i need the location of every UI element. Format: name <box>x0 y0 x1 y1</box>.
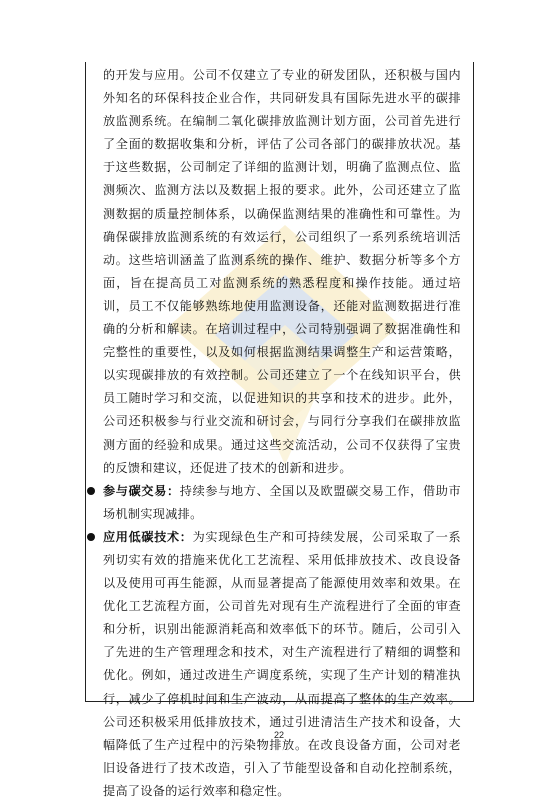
bullet-paragraph <box>103 480 461 526</box>
bullet-icon <box>87 533 95 541</box>
bullet-item-low-carbon-tech <box>103 526 461 803</box>
page-number: 22 <box>273 730 284 740</box>
bullet-icon <box>87 487 95 495</box>
bullet-title: 应用低碳技术： <box>103 529 193 544</box>
bullet-paragraph <box>103 526 461 803</box>
intro-paragraph: 的开发与应用。公司不仅建立了专业的研发团队，还积极与国内外知名的环保科技企业合作，共同研发具有国际先进水平的碳排放监测系统。在编制二氧化碳排放监测计划方面，公司首先进行了全面的数据收集和分析，评估了公司各部门的碳排放状况。基于这些数据，公司制定了详细的监测计划，明确了监测点位、监测频次、监测方法以及数据上报的要求。此外，公司还建立了监测数据的质量控制体系，以确保监测结果的准确性和可靠性。为确保碳排放监测系统的有效运行，公司组织了一系列系统培训活动。这些培训涵盖了监测系统的操作、维护、数据分析等多个方面，旨在提高员工对监测系统的熟悉程度和操作技能。通过培训，员工不仅能够熟练地使用监测设备，还能对监测数据进行准确的分析和解读。在培训过程中，公司特别强调了数据准确性和完整性的重要性，以及如何根据监测结果调整生产和运营策略，以实现碳排放的有效控制。公司还建立了一个在线知识平台，供员工随时学习和交流，以促进知识的共享和技术的进步。此外，公司还积极参与行业交流和研讨会，与同行分享我们在碳排放监测方面的经验和成果。通过这些交流活动，公司不仅获得了宝贵的反馈和建议，还促进了技术的创新和进步。 <box>103 68 461 475</box>
bullet-text: 持续参与地方、全国以及欧盟碳交易工作，借助市场机制实现减排。 <box>103 483 461 521</box>
bullet-item-carbon-trading <box>103 480 461 526</box>
bullet-text: 为实现绿色生产和可持续发展，公司采取了一系列切实有效的措施来优化工艺流程、采用低排放技术、改良设备以及使用可再生能源，从而显著提高了能源使用效率和效果。在优化工艺流程方面，公司首先对现有生产流程进行了全面的审查和分析，识别出能源消耗高和效率低下的环节。随后，公司引入了先进的生产管理理念和技术，对生产流程进行了精细的调整和优化。例如，通过改进生产调度系统，实现了生产计划的精准执行，减少了停机时间和生产波动，从而提高了整体的生产效率。公司还积极采用低排放技术，通过引进清洁生产技术和设备，大幅降低了生产过程中的污染物排放。在改良设备方面，公司对老旧设备进行了技术改造，引入了节能型设备和自动化控制系统，提高了设备的运行效率和稳定性。 <box>103 529 461 798</box>
document-body <box>103 64 461 803</box>
bullet-title: 参与碳交易： <box>103 483 180 498</box>
